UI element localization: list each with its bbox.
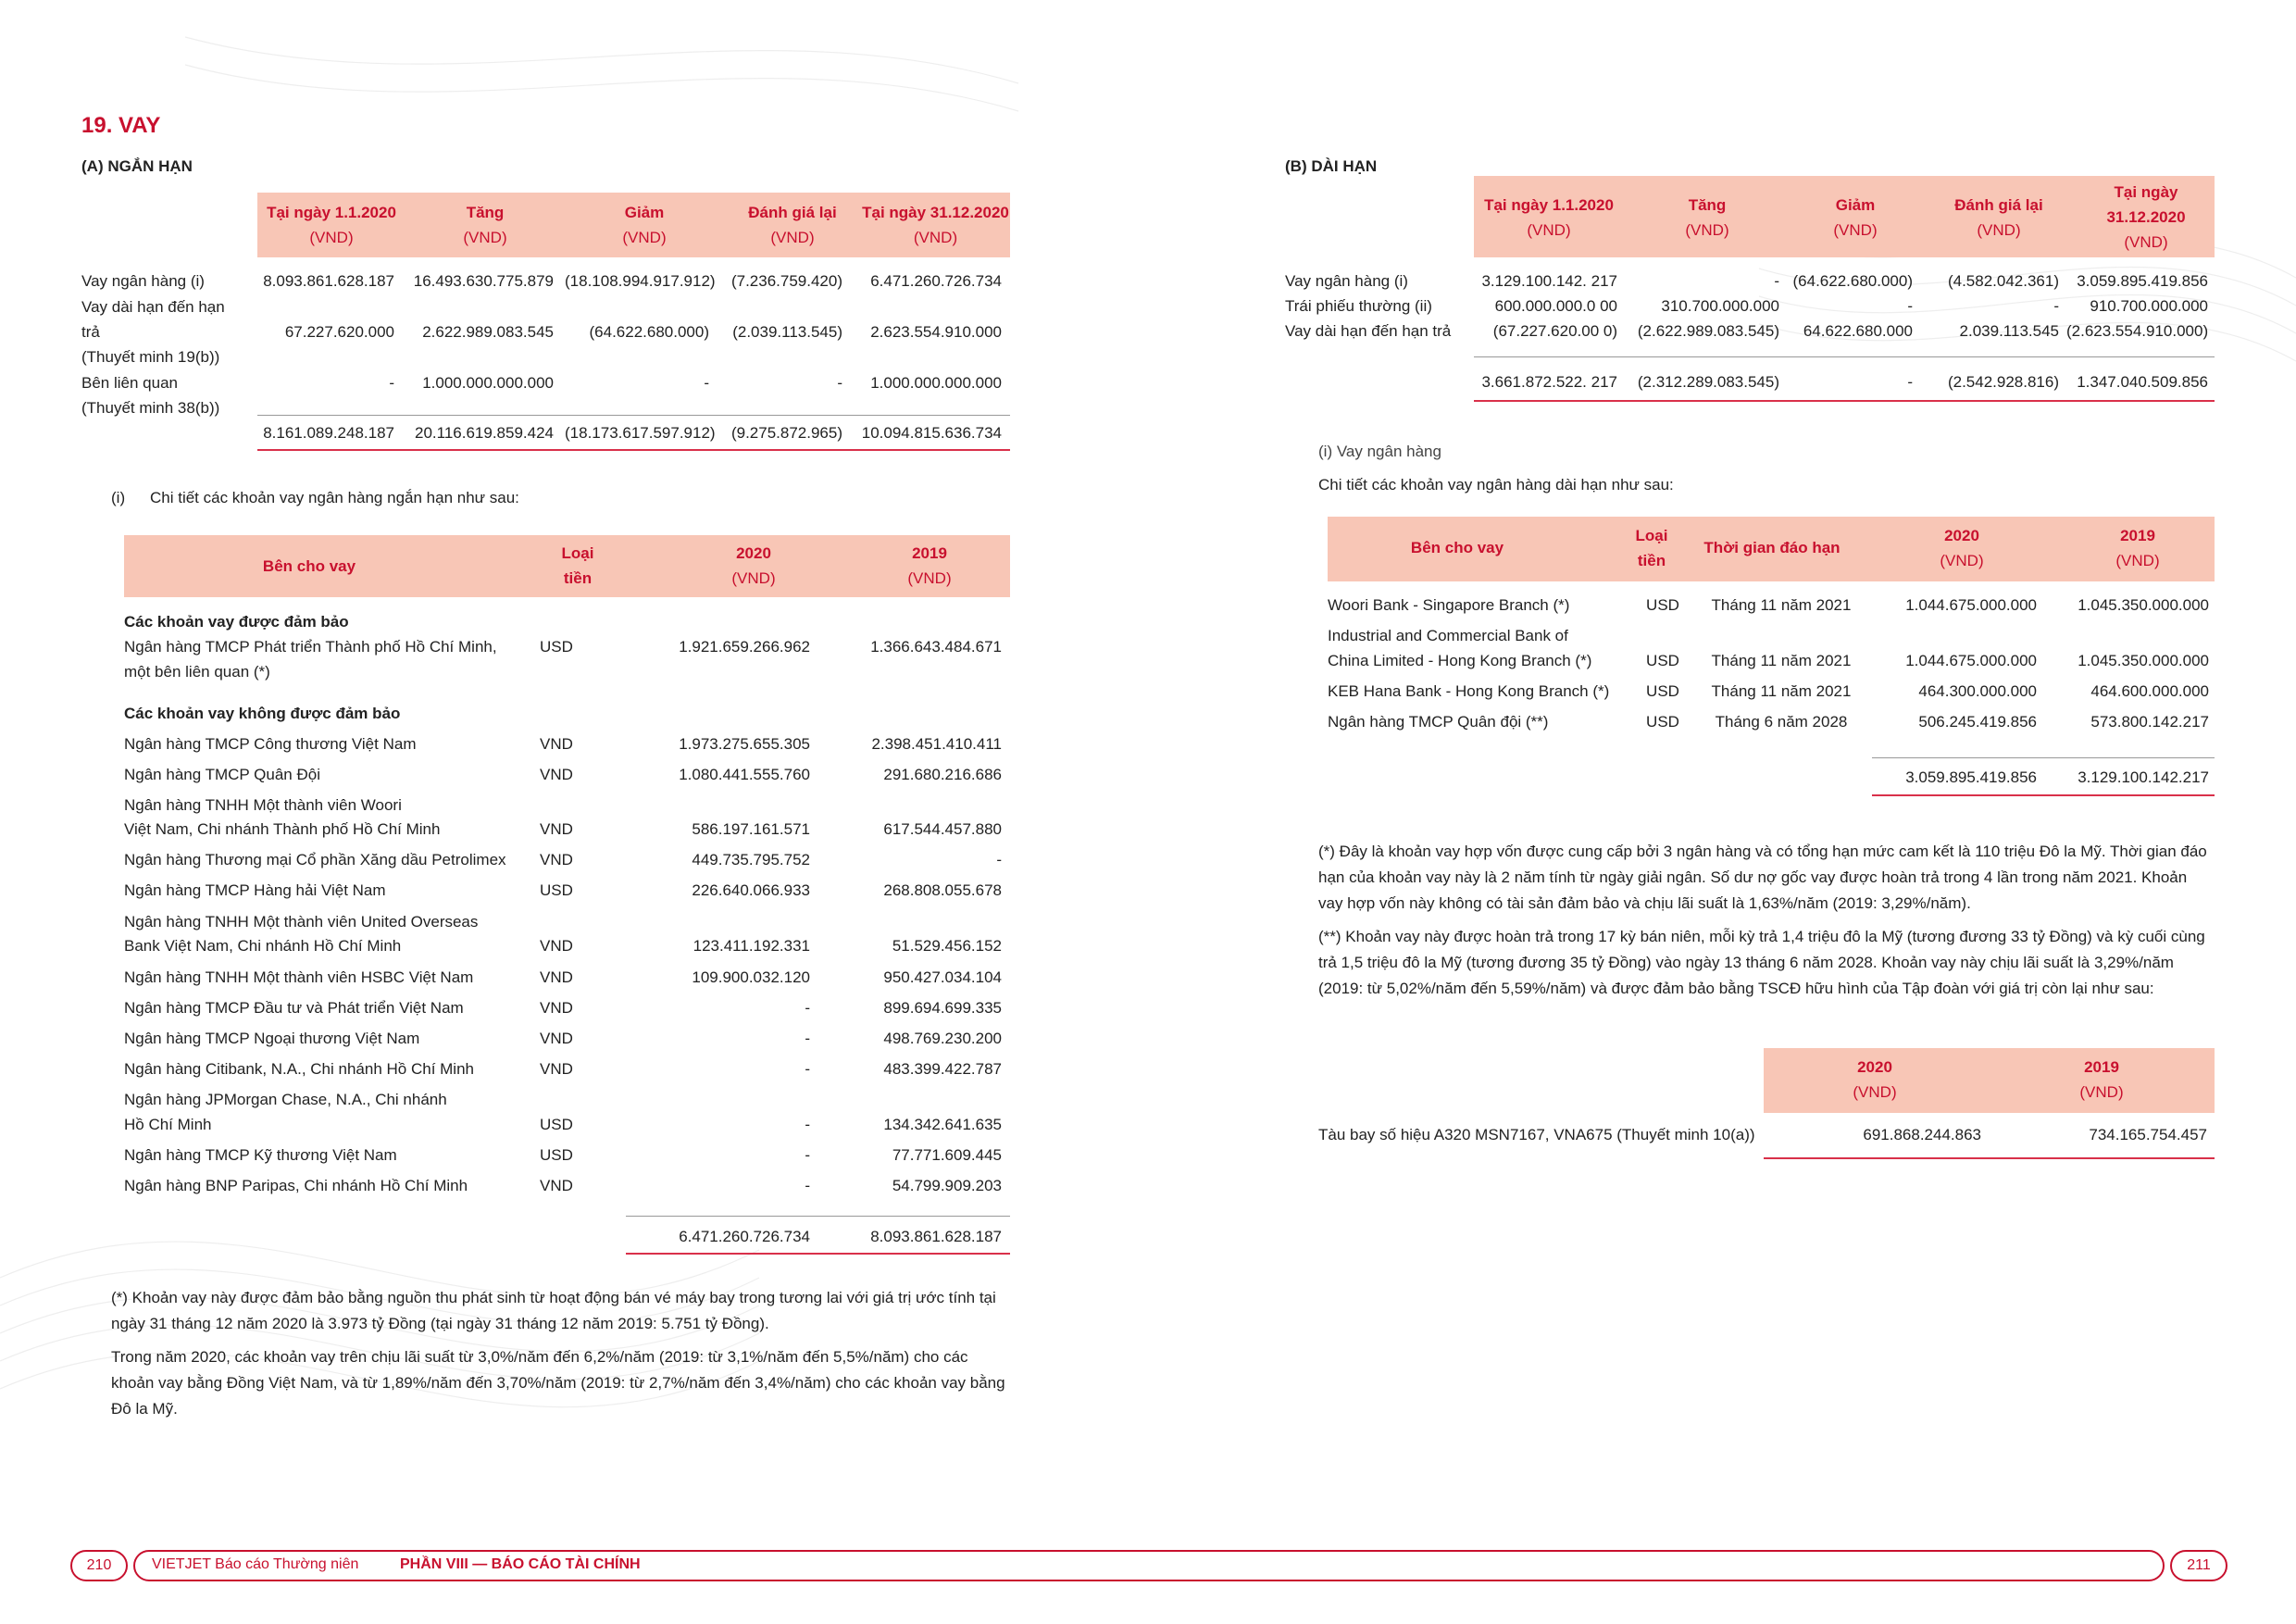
header-lender: Bên cho vay <box>262 557 356 575</box>
cell: (4.582.042.361) <box>1947 272 2059 290</box>
cell: 8.093.861.628.187 <box>263 272 394 290</box>
value-2019: 464.600.000.000 <box>2090 682 2209 700</box>
aircraft-underline <box>1764 1157 2215 1159</box>
header-currency: Loại tiền <box>1635 527 1668 569</box>
lender-name: một bên liên quan (*) <box>124 663 270 681</box>
note-i-marker: (i) <box>111 489 126 506</box>
lender-name: Ngân hàng JPMorgan Chase, N.A., Chi nhánh <box>124 1091 447 1108</box>
left-page-number: 210 <box>70 1550 128 1581</box>
header-cell: Đánh giá lại (VND) <box>748 204 837 246</box>
value-2019: 2.398.451.410.411 <box>871 735 1002 753</box>
cell: (2.622.989.083.545) <box>1637 322 1779 340</box>
currency: USD <box>1646 713 1679 731</box>
right-page-number: 211 <box>2170 1550 2227 1581</box>
aircraft-2020: 691.868.244.863 <box>1863 1126 1981 1143</box>
currency: USD <box>540 638 573 656</box>
value-2020: 506.245.419.856 <box>1918 713 2037 731</box>
header-cell: Đánh giá lại (VND) <box>1954 196 2043 239</box>
value-2020: 1.973.275.655.305 <box>679 735 810 753</box>
value-2020: 1.044.675.000.000 <box>1905 596 2037 614</box>
value-2019: 1.366.643.484.671 <box>870 638 1002 656</box>
total-cell: (18.173.617.597.912) <box>565 424 716 442</box>
value-2020: 586.197.161.571 <box>692 820 810 838</box>
lender-name: Ngân hàng TMCP Quân đội (**) <box>1328 713 1549 731</box>
currency: VND <box>540 1030 573 1047</box>
lender-name: Ngân hàng TNHH Một thành viên HSBC Việt Nam <box>124 968 474 986</box>
value-2019: 950.427.034.104 <box>883 968 1002 986</box>
value-2019: 617.544.457.880 <box>883 820 1002 838</box>
currency: VND <box>540 1060 573 1078</box>
total-cell: 1.347.040.509.856 <box>2077 373 2208 391</box>
currency: USD <box>540 881 573 899</box>
header-2020: 2020 (VND) <box>1853 1058 1897 1101</box>
value-2020: 1.921.659.266.962 <box>679 638 810 656</box>
currency: VND <box>540 851 573 868</box>
lender-name: Ngân hàng Thương mại Cổ phần Xăng dầu Petrolimex <box>124 851 506 868</box>
footer-section: PHẦN VIII — BÁO CÁO TÀI CHÍNH <box>400 1556 641 1572</box>
footer-brand: VIETJET Báo cáo Thường niên <box>152 1556 359 1572</box>
row-label: (Thuyết minh 38(b)) <box>81 399 220 417</box>
value-2020: - <box>805 1116 810 1133</box>
cell: 2.039.113.545 <box>1959 322 2059 340</box>
section-title: 19. VAY <box>81 113 161 138</box>
value-2019: 498.769.230.200 <box>883 1030 1002 1047</box>
currency: USD <box>1646 652 1679 669</box>
total-2019: 8.093.861.628.187 <box>870 1228 1002 1245</box>
currency: VND <box>540 766 573 783</box>
cell: 16.493.630.775.879 <box>413 272 554 290</box>
currency: USD <box>540 1146 573 1164</box>
header-2019: 2019 (VND) <box>907 544 952 587</box>
cell: (64.622.680.000) <box>1792 272 1913 290</box>
cell: (67.227.620.00 0) <box>1492 322 1617 340</box>
row-label: Vay dài hạn đến hạn <box>81 298 225 316</box>
total-underline <box>257 449 1010 451</box>
lender-name: Ngân hàng TNHH Một thành viên Woori <box>124 796 402 814</box>
value-2020: - <box>805 999 810 1017</box>
cell: 3.059.895.419.856 <box>2077 272 2208 290</box>
cell: - <box>389 374 394 392</box>
total-cell: 20.116.619.859.424 <box>415 424 554 442</box>
row-label: Vay dài hạn đến hạn trả <box>1285 322 1452 340</box>
total-cell: (2.312.289.083.545) <box>1637 373 1779 391</box>
lender-name: Việt Nam, Chi nhánh Thành phố Hồ Chí Minh <box>124 820 441 838</box>
maturity: Tháng 11 năm 2021 <box>1711 596 1852 614</box>
row-label: Trái phiếu thường (ii) <box>1285 297 1432 315</box>
divider <box>1474 356 2215 357</box>
row-label: Vay ngân hàng (i) <box>1285 272 1408 290</box>
value-2019: 134.342.641.635 <box>883 1116 1002 1133</box>
currency: USD <box>1646 596 1679 614</box>
footer-bar <box>133 1550 2165 1581</box>
total-cell: (9.275.872.965) <box>730 424 842 442</box>
value-2019: 1.045.350.000.000 <box>2078 652 2209 669</box>
divider <box>1872 757 2215 758</box>
footnote-rates: Trong năm 2020, các khoản vay trên chịu lãi suất từ 3,0%/năm đến 6,2%/năm (2019: từ 3,1%/năm đến 5,5%/năm) cho các khoản vay bằng Đồng Việt Nam, và từ 1,89%/năm đến 3,70%/năm (2019: từ 2,7%/năm đến 3,4%/năm) cho các khoản vay bằng Đô la Mỹ. <box>111 1348 1005 1418</box>
header-maturity: Thời gian đáo hạn <box>1703 539 1841 556</box>
value-2019: 268.808.055.678 <box>883 881 1002 899</box>
header-2019: 2019 (VND) <box>2079 1058 2124 1101</box>
header-cell: Tại ngày 1.1.2020 (VND) <box>1484 196 1614 239</box>
total-2019: 3.129.100.142.217 <box>2078 768 2209 786</box>
total-cell: 8.161.089.248.187 <box>263 424 394 442</box>
cell: - <box>2053 297 2059 315</box>
lender-name: Ngân hàng Citibank, N.A., Chi nhánh Hồ Chí Minh <box>124 1060 474 1078</box>
currency: VND <box>540 999 573 1017</box>
value-2020: 109.900.032.120 <box>692 968 810 986</box>
header-2020: 2020 (VND) <box>731 544 776 587</box>
cell: 1.000.000.000.000 <box>870 374 1002 392</box>
total-cell: 3.661.872.522. 217 <box>1481 373 1617 391</box>
cell: 64.622.680.000 <box>1803 322 1913 340</box>
value-2020: - <box>805 1060 810 1078</box>
value-2019: 899.694.699.335 <box>883 999 1002 1017</box>
value-2020: - <box>805 1177 810 1194</box>
cell: 67.227.620.000 <box>284 323 394 341</box>
lt-lender-table-header <box>1328 517 2215 581</box>
bank-loan-intro: Chi tiết các khoản vay ngân hàng dài hạn như sau: <box>1318 476 1674 493</box>
lender-name: KEB Hana Bank - Hong Kong Branch (*) <box>1328 682 1610 700</box>
value-2020: 123.411.192.331 <box>693 937 810 955</box>
value-2020: 226.640.066.933 <box>692 881 810 899</box>
short-term-title: (A) NGẮN HẠN <box>81 157 193 175</box>
cell: - <box>1774 272 1779 290</box>
value-2019: - <box>996 851 1002 868</box>
cell: - <box>837 374 842 392</box>
lender-name: Ngân hàng TMCP Công thương Việt Nam <box>124 735 417 753</box>
cell: 2.623.554.910.000 <box>870 323 1002 341</box>
header-cell: Giảm (VND) <box>622 204 667 246</box>
currency: VND <box>540 820 573 838</box>
total-2020: 6.471.260.726.734 <box>679 1228 810 1245</box>
value-2020: - <box>805 1030 810 1047</box>
footnote-secured: (*) Khoản vay này được đảm bảo bằng nguồn thu phát sinh từ hoạt động bán vé máy bay trong tương lai với giá trị ước tính tại ngày 31 tháng 12 năm 2020 là 3.973 tỷ Đồng (tại ngày 31 tháng 12 năm 2019: 5.751 tỷ Đồng). <box>111 1289 996 1332</box>
header-currency: Loại tiền <box>561 544 594 587</box>
cell: (64.622.680.000) <box>589 323 709 341</box>
note-mb-loan: (**) Khoản vay này được hoàn trả trong 17 kỳ bán niên, mỗi kỳ trả 1,4 triệu đô la Mỹ (tương đương 33 tỷ Đồng) và kỳ cuối cùng trả 1,5 triệu đô la Mỹ (tương đương 35 tỷ Đồng) vào ngày 13 tháng 6 năm 2028. Khoản vay này chịu lãi suất là 3,29%/năm (2019: từ 5,02%/năm đến 5,59%/năm) và được đảm bảo bằng TSCĐ hữu hình của Tập đoàn với giá trị còn lại như sau: <box>1318 928 2205 997</box>
lender-name: Industrial and Commercial Bank of <box>1328 627 1568 644</box>
value-2019: 51.529.456.152 <box>892 937 1002 955</box>
total-underline <box>1872 794 2215 796</box>
divider <box>257 415 1010 416</box>
secured-title: Các khoản vay được đảm bảo <box>124 613 349 631</box>
long-table-header <box>1474 176 2215 257</box>
cell: (18.108.994.917.912) <box>565 272 716 290</box>
header-cell: Tăng (VND) <box>1685 196 1729 239</box>
lender-name: Woori Bank - Singapore Branch (*) <box>1328 596 1570 614</box>
value-2019: 291.680.216.686 <box>883 766 1002 783</box>
total-cell: 10.094.815.636.734 <box>861 424 1002 442</box>
lender-name: Ngân hàng TMCP Đầu tư và Phát triển Việt Nam <box>124 999 464 1017</box>
cell: (7.236.759.420) <box>730 272 842 290</box>
value-2019: 1.045.350.000.000 <box>2078 596 2209 614</box>
lender-name: Ngân hàng TMCP Quân Đội <box>124 766 320 783</box>
short-table-header <box>257 193 1010 257</box>
lender-name: Ngân hàng TMCP Kỹ thương Việt Nam <box>124 1146 397 1164</box>
total-underline <box>626 1253 1010 1255</box>
header-cell: Giảm (VND) <box>1833 196 1878 239</box>
lender-name: Bank Việt Nam, Chi nhánh Hồ Chí Minh <box>124 937 402 955</box>
bank-loan-title: (i) Vay ngân hàng <box>1318 443 1441 460</box>
lender-name: Ngân hàng TMCP Phát triển Thành phố Hồ Chí Minh, <box>124 638 497 656</box>
currency: USD <box>540 1116 573 1133</box>
lender-name: Ngân hàng TNHH Một thành viên United Overseas <box>124 913 479 931</box>
total-cell: (2.542.928.816) <box>1947 373 2059 391</box>
row-label: Vay ngân hàng (i) <box>81 272 205 290</box>
unsecured-title: Các khoản vay không được đảm bảo <box>124 705 401 722</box>
value-2019: 483.399.422.787 <box>883 1060 1002 1078</box>
header-cell: Tại ngày 31.12.2020 (VND) <box>862 204 1009 246</box>
note-i-text: Chi tiết các khoản vay ngân hàng ngắn hạn như sau: <box>150 489 519 506</box>
lender-name: Ngân hàng TMCP Ngoại thương Việt Nam <box>124 1030 420 1047</box>
lender-name: China Limited - Hong Kong Branch (*) <box>1328 652 1592 669</box>
lender-name: Ngân hàng TMCP Hàng hải Việt Nam <box>124 881 386 899</box>
cell: 910.700.000.000 <box>2090 297 2208 315</box>
value-2019: 573.800.142.217 <box>2090 713 2209 731</box>
total-cell: - <box>1907 373 1913 391</box>
row-label: Bên liên quan <box>81 374 178 392</box>
cell: 6.471.260.726.734 <box>870 272 1002 290</box>
value-2020: 464.300.000.000 <box>1918 682 2037 700</box>
value-2019: 77.771.609.445 <box>892 1146 1002 1164</box>
cell: 3.129.100.142. 217 <box>1481 272 1617 290</box>
header-cell: Tăng (VND) <box>463 204 507 246</box>
total-underline <box>1474 400 2215 402</box>
cell: (2.039.113.545) <box>732 323 842 341</box>
cell: - <box>1907 297 1913 315</box>
currency: VND <box>540 937 573 955</box>
note-syndicated: (*) Đây là khoản vay hợp vốn được cung cấp bởi 3 ngân hàng và có tổng hạn mức cam kết là 110 triệu Đô la Mỹ. Thời gian đáo hạn của khoản vay này là 2 năm tính từ ngày giải ngân. Số dư nợ gốc vay được hoàn trả trong 4 lần trong năm 2021. Khoản vay hợp vốn này không có tài sản đảm bảo và chịu lãi suất là 1,63%/năm (2019: 3,29%/năm). <box>1318 843 2207 912</box>
long-term-title: (B) DÀI HẠN <box>1285 157 1378 175</box>
value-2020: 449.735.795.752 <box>692 851 810 868</box>
header-cell: Tại ngày 1.1.2020 (VND) <box>267 204 396 246</box>
cell: 310.700.000.000 <box>1661 297 1779 315</box>
cell: - <box>704 374 709 392</box>
cell: (2.623.554.910.000) <box>2066 322 2209 340</box>
currency: VND <box>540 1177 573 1194</box>
value-2020: 1.044.675.000.000 <box>1905 652 2037 669</box>
lender-name: Ngân hàng BNP Paripas, Chi nhánh Hồ Chí Minh <box>124 1177 468 1194</box>
header-lender: Bên cho vay <box>1410 539 1504 556</box>
cell: 1.000.000.000.000 <box>422 374 554 392</box>
maturity: Tháng 6 năm 2028 <box>1715 713 1848 731</box>
divider <box>626 1216 1010 1217</box>
aircraft-2019: 734.165.754.457 <box>2089 1126 2207 1143</box>
header-cell: Tại ngày 31.12.2020 (VND) <box>2106 183 2186 251</box>
row-label: trả <box>81 323 100 341</box>
maturity: Tháng 11 năm 2021 <box>1711 652 1852 669</box>
aircraft-label: Tàu bay số hiệu A320 MSN7167, VNA675 (Thuyết minh 10(a)) <box>1318 1126 1755 1143</box>
currency: VND <box>540 735 573 753</box>
cell: 2.622.989.083.545 <box>422 323 554 341</box>
lender-table-header <box>124 535 1010 597</box>
aircraft-table-header <box>1764 1048 2215 1113</box>
value-2020: 1.080.441.555.760 <box>679 766 810 783</box>
maturity: Tháng 11 năm 2021 <box>1711 682 1852 700</box>
value-2020: - <box>805 1146 810 1164</box>
currency: USD <box>1646 682 1679 700</box>
lender-name: Hồ Chí Minh <box>124 1116 212 1133</box>
row-label: (Thuyết minh 19(b)) <box>81 348 220 366</box>
cell: 600.000.000.0 00 <box>1494 297 1617 315</box>
header-2020: 2020 (VND) <box>1940 527 1984 569</box>
total-2020: 3.059.895.419.856 <box>1905 768 2037 786</box>
currency: VND <box>540 968 573 986</box>
header-2019: 2019 (VND) <box>2115 527 2160 569</box>
value-2019: 54.799.909.203 <box>892 1177 1002 1194</box>
